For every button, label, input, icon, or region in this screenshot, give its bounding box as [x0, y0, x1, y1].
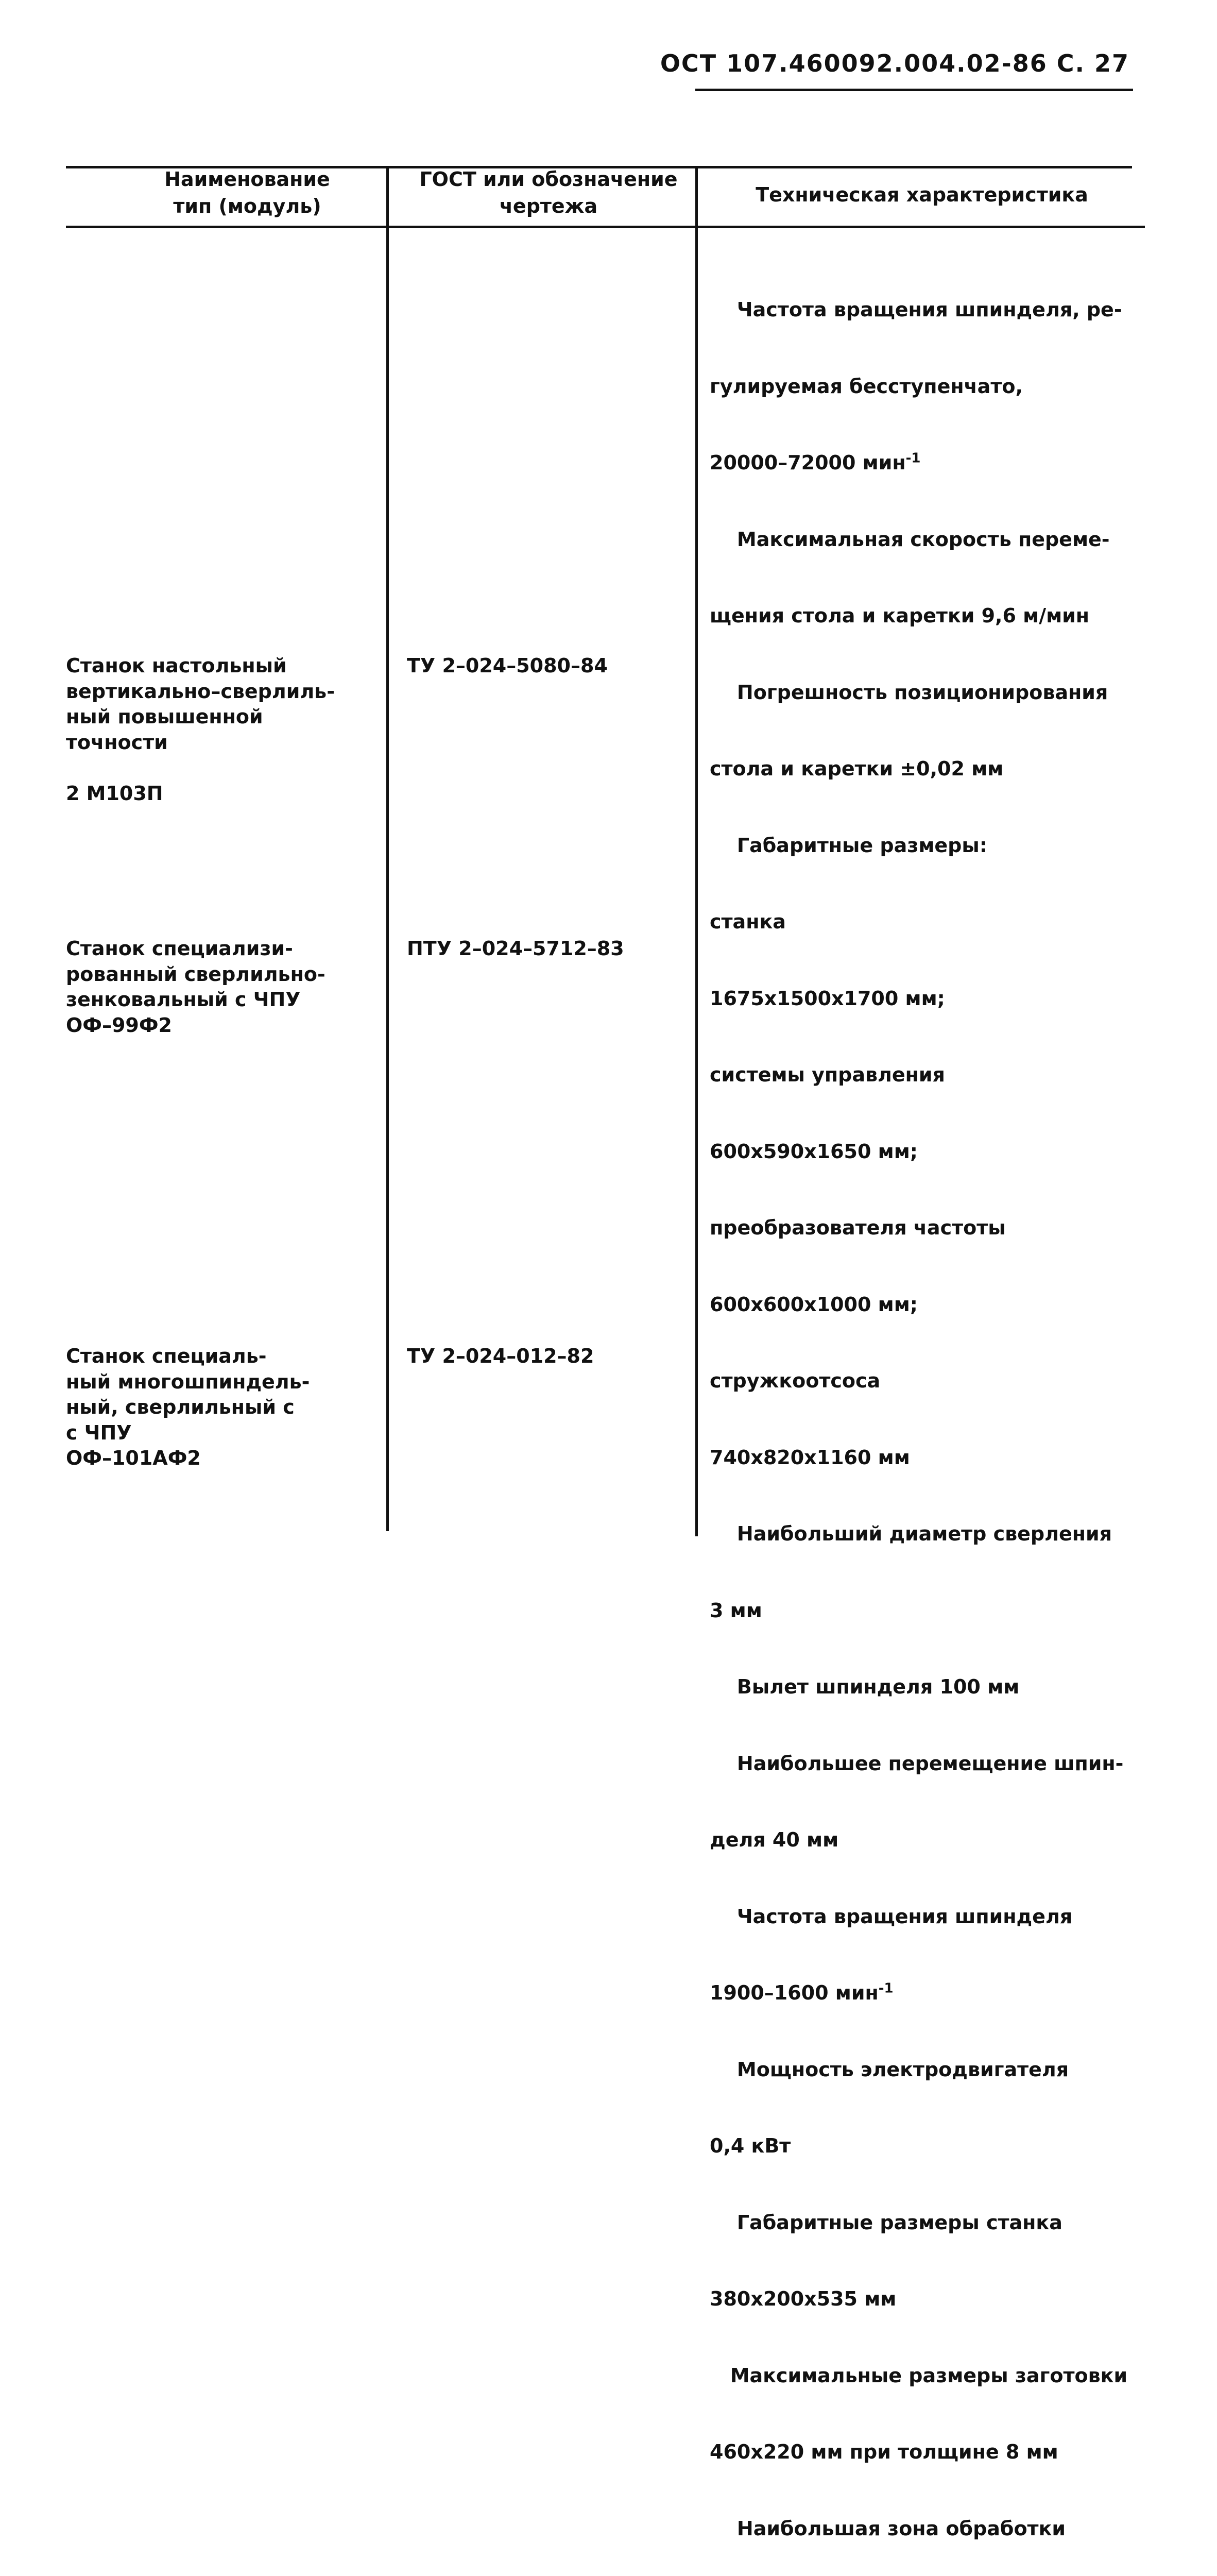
tech-line: 460х220 мм при толщине 8 мм	[710, 2441, 1058, 2463]
page-header: ОСТ 107.460092.004.02-86 С. 27	[660, 49, 1129, 77]
tech-line: 740х820х1160 мм	[710, 1446, 910, 1469]
tech-line: 0,4 кВт	[710, 2134, 791, 2157]
superscript: -1	[905, 450, 921, 466]
tech-line: Максимальная скорость переме-	[710, 528, 1110, 551]
row-3-name: Станок специаль- ный многошпиндель- ный, сверлильный с с ЧПУ ОФ–101АФ2	[66, 1345, 310, 1469]
tech-line: Мощность электродвигателя	[710, 2058, 1069, 2081]
row-2-gost: ПТУ 2–024–5712–83	[407, 937, 624, 960]
tech-line: 600х590х1650 мм;	[710, 1140, 918, 1163]
tech-line: Наибольшее перемещение шпин-	[710, 1752, 1124, 1775]
tech-line: 380х200х535 мм	[710, 2287, 897, 2310]
tech-line: 3 мм	[710, 1599, 762, 1622]
tech-line: Наибольший диаметр сверления	[710, 1522, 1112, 1545]
row-1-name: Станок настольный вертикально–сверлиль- ный повышенной точности 2 М103П	[66, 654, 335, 805]
tech-line: преобразователя частоты	[710, 1216, 1006, 1239]
header-gost: ГОСТ или обозначение чертежа	[419, 168, 678, 217]
tech-line: 20000–72000 мин$^{-1}$	[710, 450, 921, 474]
tech-line: Частота вращения шпинделя, ре-	[710, 298, 1122, 321]
row-1-gost: ТУ 2–024–5080–84	[407, 654, 608, 677]
tech-line: щения стола и каретки 9,6 м/мин	[710, 604, 1090, 627]
header-rule	[695, 89, 1133, 91]
column-divider-1	[386, 166, 389, 1531]
tech-line: Частота вращения шпинделя	[710, 1905, 1073, 1928]
table-header-rule	[66, 226, 1145, 228]
superscript: -1	[878, 1980, 894, 1996]
tech-line: Габаритные размеры:	[710, 834, 987, 857]
tech-line: деля 40 мм	[710, 1828, 839, 1851]
tech-line: Габаритные размеры станка	[710, 2211, 1062, 2234]
tech-line: 1675х1500х1700 мм;	[710, 987, 945, 1010]
row-3-gost: ТУ 2–024–012–82	[407, 1345, 594, 1367]
tech-characteristics	[710, 246, 1132, 2576]
tech-line: Погрешность позиционирования	[710, 681, 1108, 704]
column-divider-2	[695, 166, 698, 1536]
tech-line: гулируемая бесступенчато,	[710, 375, 1023, 398]
tech-line: Вылет шпинделя 100 мм	[710, 1675, 1020, 1698]
tech-line: системы управления	[710, 1063, 945, 1086]
tech-line: стола и каретки ±0,02 мм	[710, 757, 1004, 780]
row-2-name: Станок специализи- рованный сверлильно- зенковальный с ЧПУ ОФ–99Ф2	[66, 937, 325, 1037]
tech-line: Наибольшая зона обработки	[710, 2517, 1066, 2540]
tech-line: станка	[710, 910, 786, 933]
tech-line: 1900–1600 мин$^{-1}$	[710, 1980, 894, 2004]
header-tech: Техническая характеристика	[756, 183, 1088, 206]
tech-line: Максимальные размеры заготовки	[710, 2364, 1128, 2387]
tech-line: 600х600х1000 мм;	[710, 1293, 918, 1316]
header-name: Наименование тип (модуль)	[164, 168, 330, 217]
tech-line: стружкоотсоса	[710, 1369, 881, 1392]
